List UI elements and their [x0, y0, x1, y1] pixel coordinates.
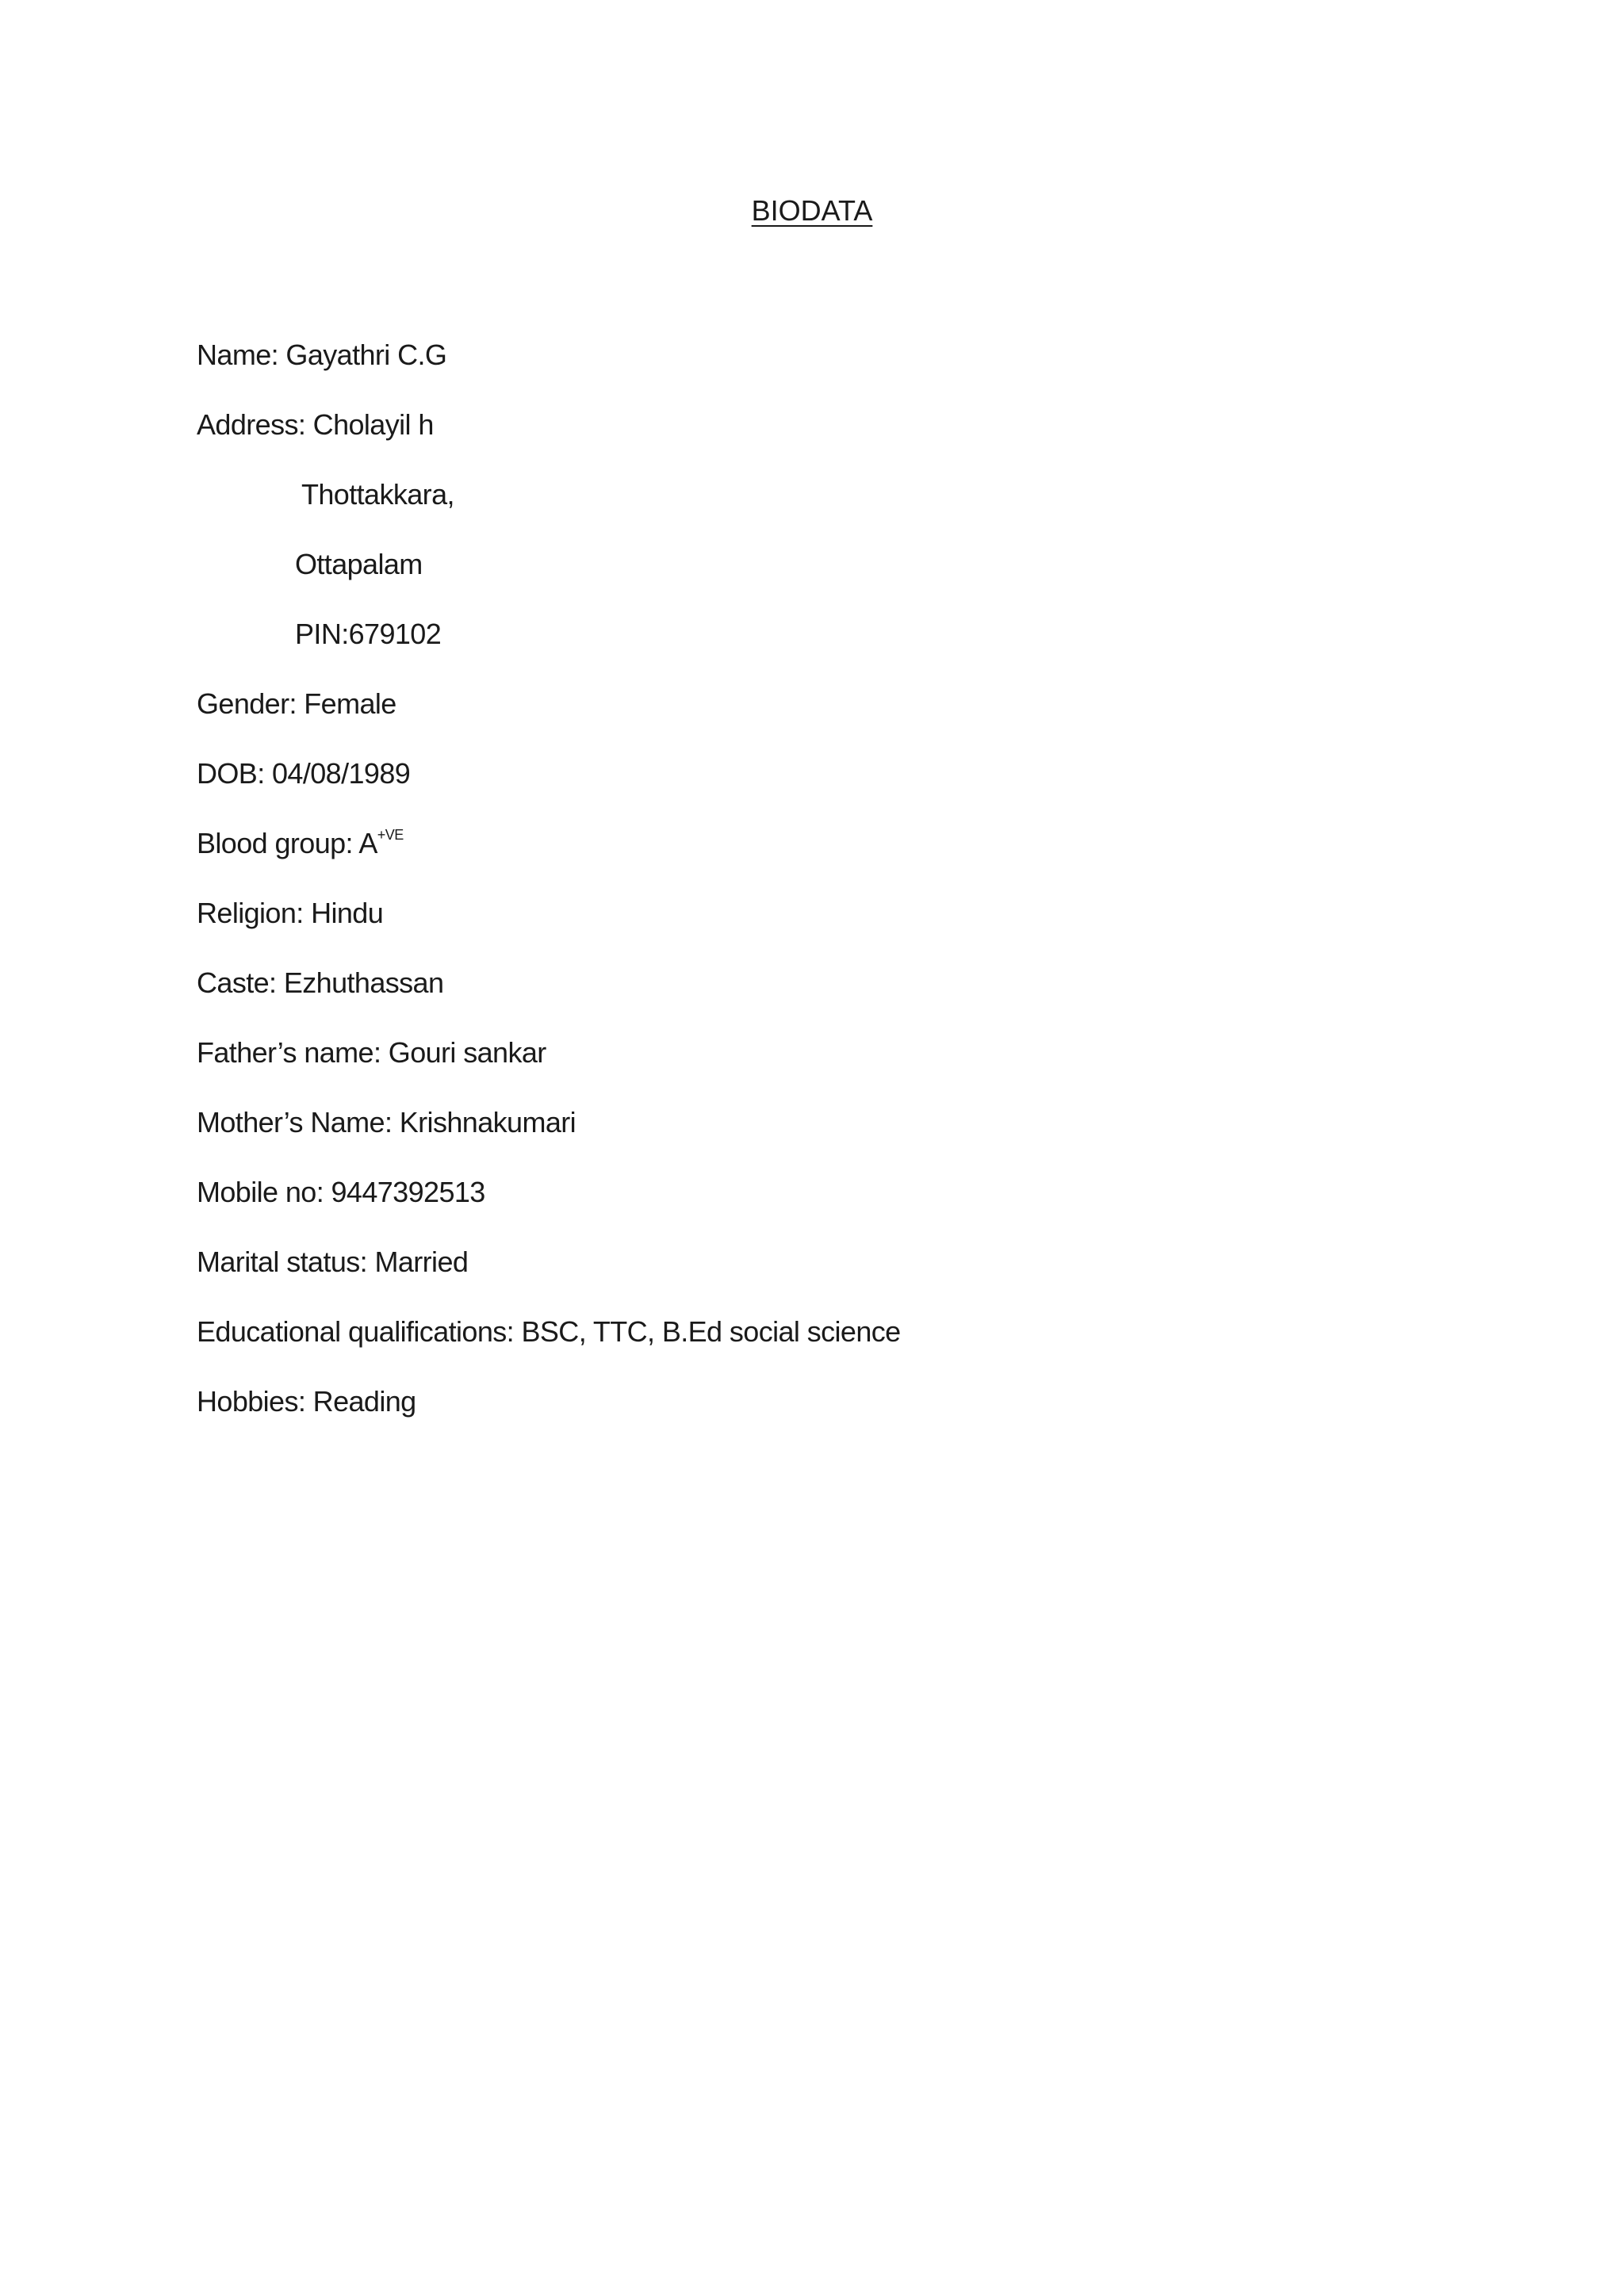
marital-status-field: Marital status: Married [197, 1246, 469, 1278]
address-pin: PIN:679102 [295, 618, 442, 650]
gender-field: Gender: Female [197, 687, 396, 720]
caste-field: Caste: Ezhuthassan [197, 966, 444, 999]
document-title: BIODATA [751, 194, 873, 227]
address-field: Address: Cholayil h [197, 408, 434, 441]
education-field: Educational qualifications: BSC, TTC, B.Ed social science [197, 1315, 901, 1348]
dob-field: DOB: 04/08/1989 [197, 757, 411, 790]
name-field: Name: Gayathri C.G [197, 339, 447, 371]
hobbies-field: Hobbies: Reading [197, 1385, 416, 1418]
religion-field: Religion: Hindu [197, 897, 384, 929]
address-line-2: Thottakkara, [301, 478, 454, 511]
address-line-3: Ottapalam [295, 548, 423, 580]
mother-name-field: Mother’s Name: Krishnakumari [197, 1106, 576, 1138]
blood-group-superscript: +VE [377, 827, 404, 843]
blood-group-text: Blood group: A [197, 827, 377, 859]
blood-group-field [197, 825, 404, 863]
father-name-field: Father’s name: Gouri sankar [197, 1036, 546, 1069]
mobile-field: Mobile no: 9447392513 [197, 1176, 485, 1208]
